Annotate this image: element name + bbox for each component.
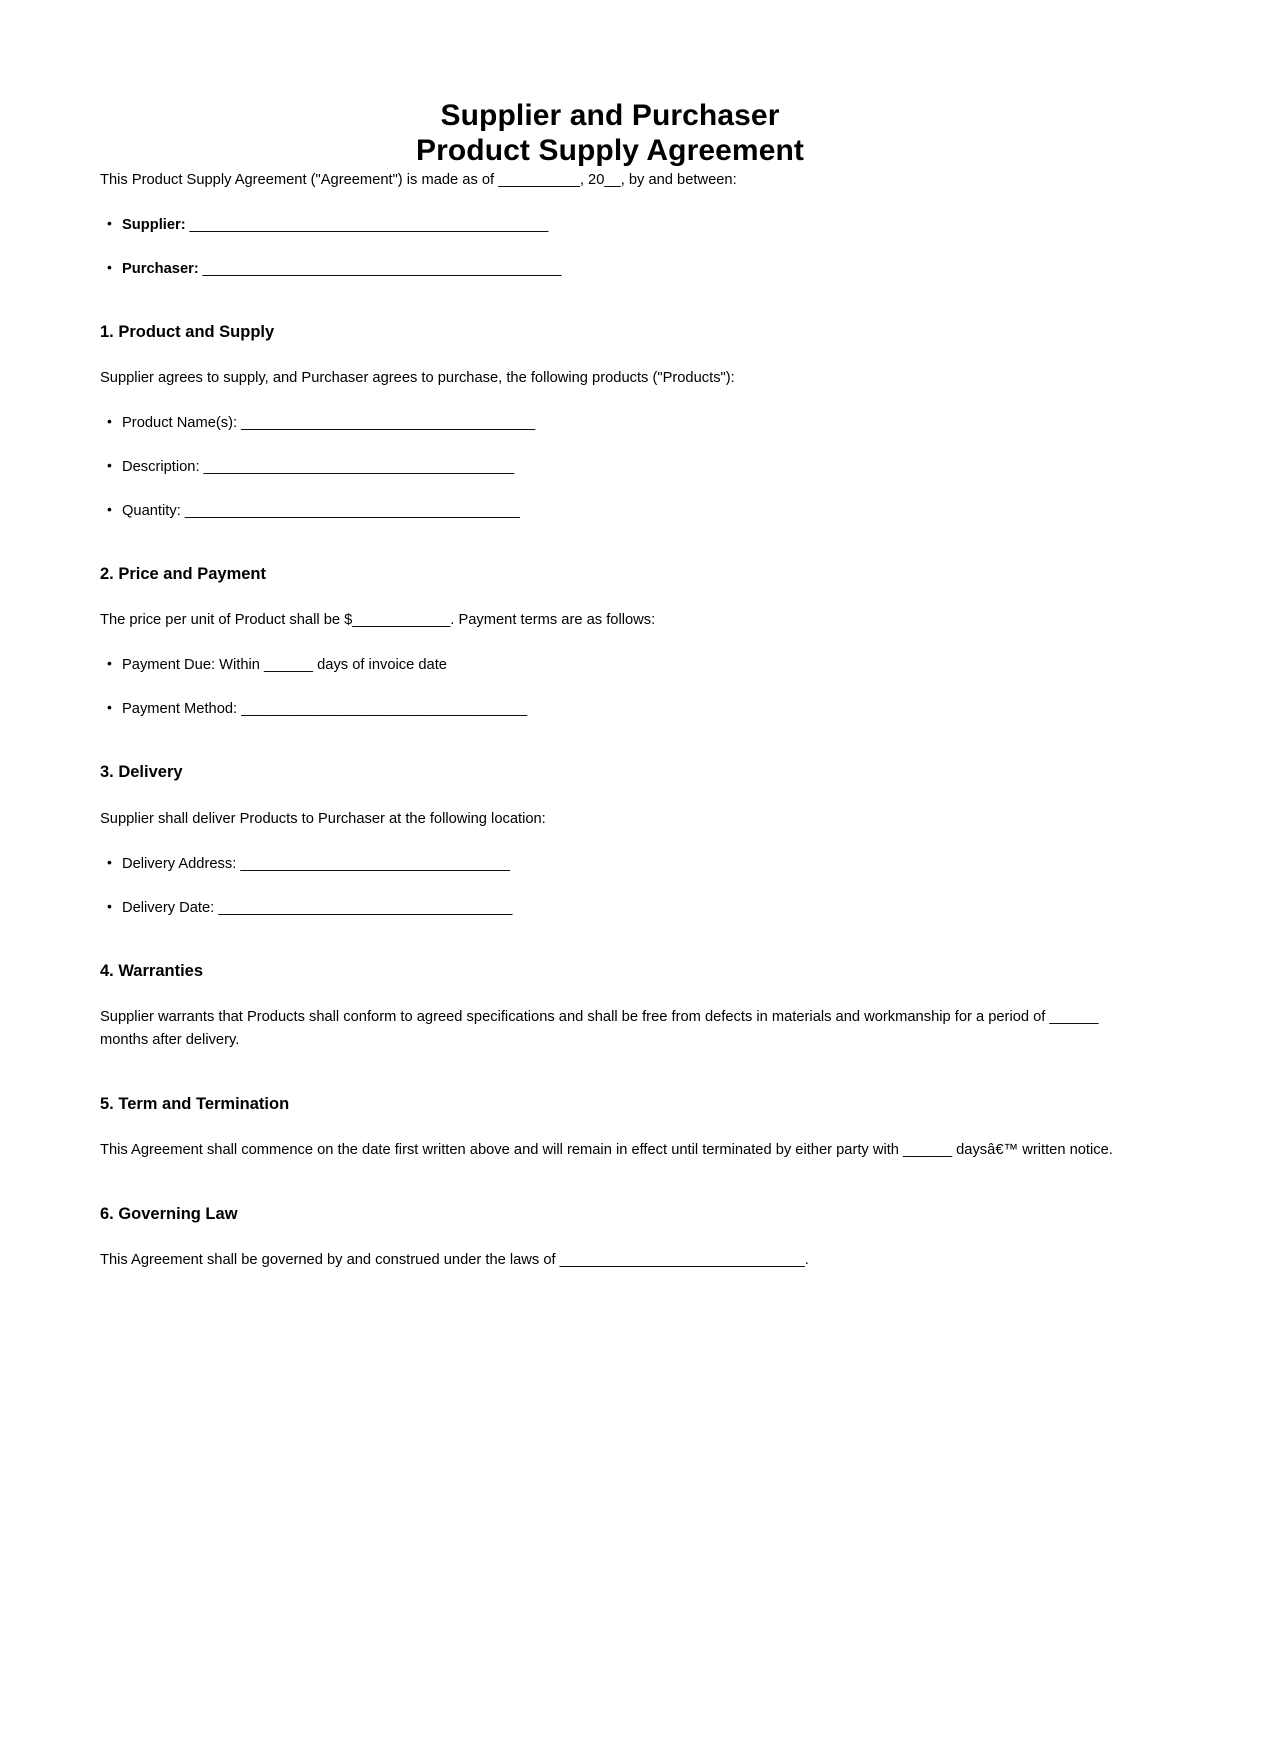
list-item-label: Payment Due: Within ______ days of invoice date xyxy=(122,657,447,674)
list-item-label: Payment Method: ___________________________________ xyxy=(122,701,528,718)
spacer xyxy=(100,280,1120,322)
section-2-list xyxy=(100,654,1120,720)
list-item-purchaser xyxy=(100,258,1120,280)
spacer xyxy=(100,982,1120,1006)
supplier-label: Supplier: xyxy=(122,216,186,233)
list-item[interactable] xyxy=(100,853,1120,875)
section-paragraph-4: Supplier warrants that Products shall conform to agreed specifications and shall be free from defects in materials and workmanship for a period of ______ months after delivery. xyxy=(100,1009,1099,1048)
section-heading-2: 2. Price and Payment xyxy=(100,565,266,584)
list-item[interactable] xyxy=(100,412,1120,434)
section-heading-1: 1. Product and Supply xyxy=(100,322,275,341)
list-item-label: Delivery Address: _________________________________ xyxy=(122,855,510,872)
spacer xyxy=(100,1052,1120,1094)
parties-list xyxy=(100,214,1120,280)
title-line-1: Supplier and Purchaser xyxy=(440,99,780,132)
section-heading-5: 5. Term and Termination xyxy=(100,1094,290,1113)
spacer xyxy=(100,343,1120,367)
list-item[interactable] xyxy=(100,456,1120,478)
list-item[interactable] xyxy=(100,500,1120,522)
list-item-supplier xyxy=(100,214,1120,236)
section-3-list xyxy=(100,853,1120,919)
spacer xyxy=(100,720,1120,762)
spacer xyxy=(100,919,1120,961)
list-item-label: Quantity: _________________________________________ xyxy=(122,502,520,519)
section-1-list xyxy=(100,412,1120,522)
title-line-2: Product Supply Agreement xyxy=(415,134,804,168)
section-heading-3: 3. Delivery xyxy=(100,763,183,782)
spacer xyxy=(100,522,1120,564)
section-paragraph-1: Supplier agrees to supply, and Purchaser agrees to purchase, the following products ("Products"): xyxy=(100,370,735,387)
supplier-blank[interactable]: _____________________________________________ xyxy=(185,216,549,233)
spacer xyxy=(100,1225,1120,1249)
intro-paragraph: This Product Supply Agreement ("Agreement") is made as of __________, 20__, by and between: xyxy=(100,171,737,188)
list-item[interactable] xyxy=(100,654,1120,676)
section-paragraph-2: The price per unit of Product shall be $____________. Payment terms are as follows: xyxy=(100,612,656,629)
section-heading-6: 6. Governing Law xyxy=(100,1204,238,1223)
list-item[interactable] xyxy=(100,698,1120,720)
spacer xyxy=(100,784,1120,808)
section-heading-4: 4. Warranties xyxy=(100,961,204,980)
list-item[interactable] xyxy=(100,897,1120,919)
page-title xyxy=(100,0,1120,169)
spacer xyxy=(100,585,1120,609)
list-item-label: Delivery Date: ____________________________________ xyxy=(122,899,513,916)
section-paragraph-3: Supplier shall deliver Products to Purchaser at the following location: xyxy=(100,810,546,827)
purchaser-label: Purchaser: xyxy=(122,260,199,277)
section-paragraph-5: This Agreement shall commence on the date first written above and will remain in effect until terminated by either party with ______ daysâ€™ written notice. xyxy=(100,1142,1113,1159)
section-paragraph-6: This Agreement shall be governed by and construed under the laws of ______________________________. xyxy=(100,1252,809,1269)
document-content xyxy=(100,0,1120,1272)
purchaser-blank[interactable]: _____________________________________________ xyxy=(198,260,562,277)
spacer xyxy=(100,1162,1120,1204)
spacer xyxy=(100,1115,1120,1139)
list-item-label: Product Name(s): ____________________________________ xyxy=(122,414,536,431)
list-item-label: Description: ______________________________________ xyxy=(122,458,515,475)
